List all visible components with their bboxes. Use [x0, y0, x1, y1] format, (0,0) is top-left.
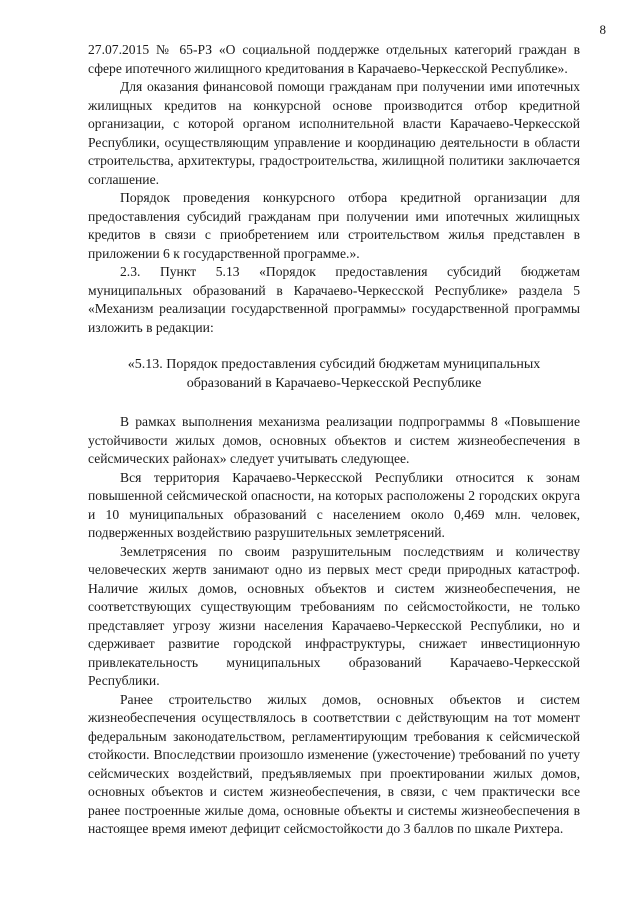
paragraph-earthquake-consequences: Землетрясения по своим разрушительным последствиям и количеству человеческих жертв занимают одно из первых мест среди природных катастроф. Наличие жилых домов, основных объектов и систем жизнеобеспечения, не соответствующих существующим требованиям по сейсмостойкости, не только представляет угрозу жизни населения Карачаево-Черкесской Республики, но и сдерживает развитие городской инфраструктуры, снижает инвестиционную привлекательность муниципальных образований Карачаево-Черкесской Республики. — [88, 543, 580, 688]
page-number: 8 — [599, 22, 606, 37]
document-body — [88, 41, 580, 839]
paragraph-seismic-deficit: Ранее строительство жилых домов, основных объектов и систем жизнеобеспечения осуществлялось в соответствии с действующим на тот момент федеральным законодательством, регламентирующим требования к сейсмической стойкости. Впоследствии произошло изменение (ужесточение) требований по учету сейсмических воздействий, предъявляемых при проектировании жилых домов, основных объектов и систем жизнеобеспечения, в связи, с чем практически все ранее построенные жилые дома, основные объекты и системы жизнеобеспечения в настоящее время имеют дефицит сейсмостойкости до 3 баллов по шкале Рихтера. — [88, 691, 580, 836]
paragraph-subprogram-8: В рамках выполнения механизма реализации подпрограммы 8 «Повышение устойчивости жилых домов, основных объектов и систем жизнеобеспечения в сейсмических районах» следует учитывать следующее. — [88, 414, 580, 466]
paragraph-credit-organization-selection: Для оказания финансовой помощи гражданам при получении ими ипотечных жилищных кредитов на конкурсной основе производится отбор кредитной организации, с которой органом исполнительной власти Карачаево-Черкесской Республики, осуществляющим управление и координацию деятельности в области строительства, архитектуры, градостроительства, жилищной политики заключается соглашение. — [88, 79, 580, 187]
paragraph-seismic-zones: Вся территория Карачаево-Черкесской Республики относится к зонам повышенной сейсмической опасности, на которых расположены 2 городских округа и 10 муниципальных образований с населением около 0,469 млн. человек, подверженных воздействию разрушительных землетрясений. — [88, 469, 580, 540]
paragraph-amendment-2-3: 2.3. Пункт 5.13 «Порядок предоставления субсидий бюджетам муниципальных образований в Карачаево-Черкесской Республике» раздела 5 «Механизм реализации государственной программы» государственной программы изложить в редакции: — [88, 264, 580, 335]
paragraph-competitive-selection-procedure: Порядок проведения конкурсного отбора кредитной организации для предоставления субсидий гражданам при получении ими ипотечных жилищных кредитов в связи с приобретением или строительством жилья представлен в приложении 6 к государственной программе.». — [88, 190, 580, 261]
section-heading-line-1: «5.13. Порядок предоставления субсидий бюджетам муниципальных — [127, 357, 541, 372]
section-heading-line-2: образований в Карачаево-Черкесской Республике — [186, 376, 482, 391]
section-heading — [88, 355, 580, 393]
paragraph-law-reference: 27.07.2015 № 65-РЗ «О социальной поддержке отдельных категорий граждан в сфере ипотечного жилищного кредитования в Карачаево-Черкесской Республике». — [88, 42, 580, 76]
